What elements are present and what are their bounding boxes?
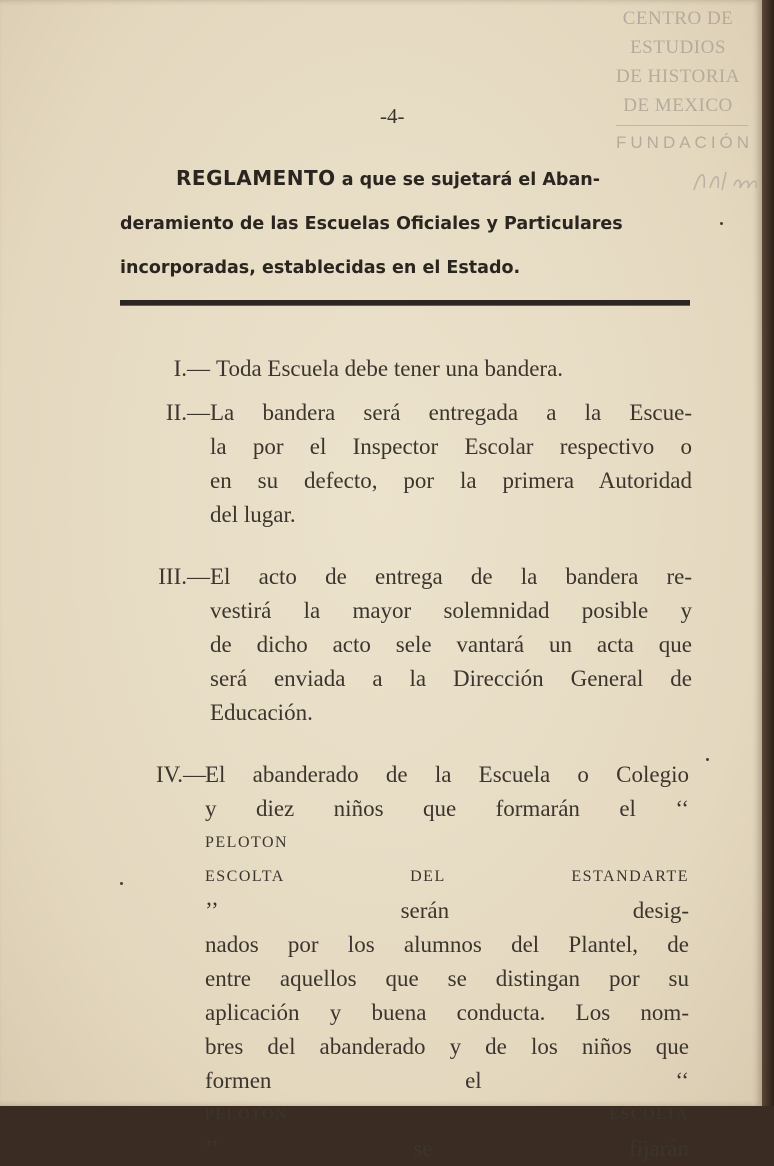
watermark-foundation: FUNDACIÓN [616, 125, 748, 157]
paper-speck [120, 882, 123, 885]
article-text [205, 758, 689, 1166]
heading-line [120, 156, 695, 202]
article-number: II.— [165, 400, 210, 425]
heading-lead: REGLAMENTO [176, 166, 336, 190]
article-line: vestirá la mayor solemnidad posible y [210, 598, 692, 623]
signature-mark [690, 160, 770, 200]
article-text-run: formen el ‘‘ [205, 1068, 689, 1093]
article-line: El acto de entrega de la bandera re- [210, 564, 692, 589]
article-number: IV.— [155, 762, 206, 787]
article-number: I.— [173, 356, 210, 381]
small-caps-run: PELOTON [205, 834, 289, 851]
watermark-line: DE MEXICO [623, 95, 733, 116]
article-line: El abanderado de la Escuela o Colegio [205, 762, 689, 787]
article-text-run: y diez niños que formarán el ‘‘ [205, 796, 689, 821]
article-line: aplicación y buena conducta. Los nom- [205, 1000, 689, 1025]
archive-watermark [608, 4, 754, 157]
article-number: III.— [158, 564, 210, 589]
article-line: de dicho acto sele vantará un acta que [210, 632, 692, 657]
watermark-line: CENTRO DE [622, 8, 734, 29]
paper-speck [706, 758, 709, 761]
article-line: en su defecto, por la primera Autoridad [210, 468, 692, 493]
article-text-run: ’’ serán desig- [205, 898, 689, 923]
article-line: Educación. [210, 700, 313, 725]
book-spine-edge [762, 0, 774, 1106]
article-line: La bandera será entregada a la Escue- [210, 400, 692, 425]
heading-line-rest: a que se sujetará el Aban- [341, 170, 600, 190]
heading-line: deramiento de las Escuelas Oficiales y Particulares [120, 214, 623, 234]
paper-speck [720, 222, 723, 225]
article-line [205, 1064, 689, 1166]
page-number: -4- [380, 104, 405, 128]
article-text [216, 352, 692, 386]
regulation-heading [120, 156, 695, 290]
small-caps-run: PELOTON ESCOLTA [205, 1106, 689, 1123]
article-line: será enviada a la Dirección General de [210, 666, 692, 691]
watermark-line: DE HISTORIA [616, 66, 740, 87]
article-line: Toda Escuela debe tener una bandera. [216, 356, 564, 381]
heading-line: incorporadas, establecidas en el Estado. [120, 258, 521, 278]
small-caps-run: ESCOLTA DEL ESTANDARTE [205, 868, 689, 885]
watermark-line: ESTUDIOS [630, 37, 726, 58]
heading-divider [120, 300, 690, 306]
article-line: entre aquellos que se distingan por su [205, 966, 689, 991]
article-line: bres del abanderado y de los niños que [205, 1034, 689, 1059]
article-line [205, 792, 689, 860]
article-text [210, 560, 692, 730]
article-line [205, 860, 689, 928]
article-text [210, 396, 692, 532]
article-line: nados por los alumnos del Plantel, de [205, 932, 689, 957]
article-line: del lugar. [210, 502, 296, 527]
article-line: la por el Inspector Escolar respectivo o [210, 434, 692, 459]
article-text-run: ’’ se fijarán [205, 1136, 689, 1161]
